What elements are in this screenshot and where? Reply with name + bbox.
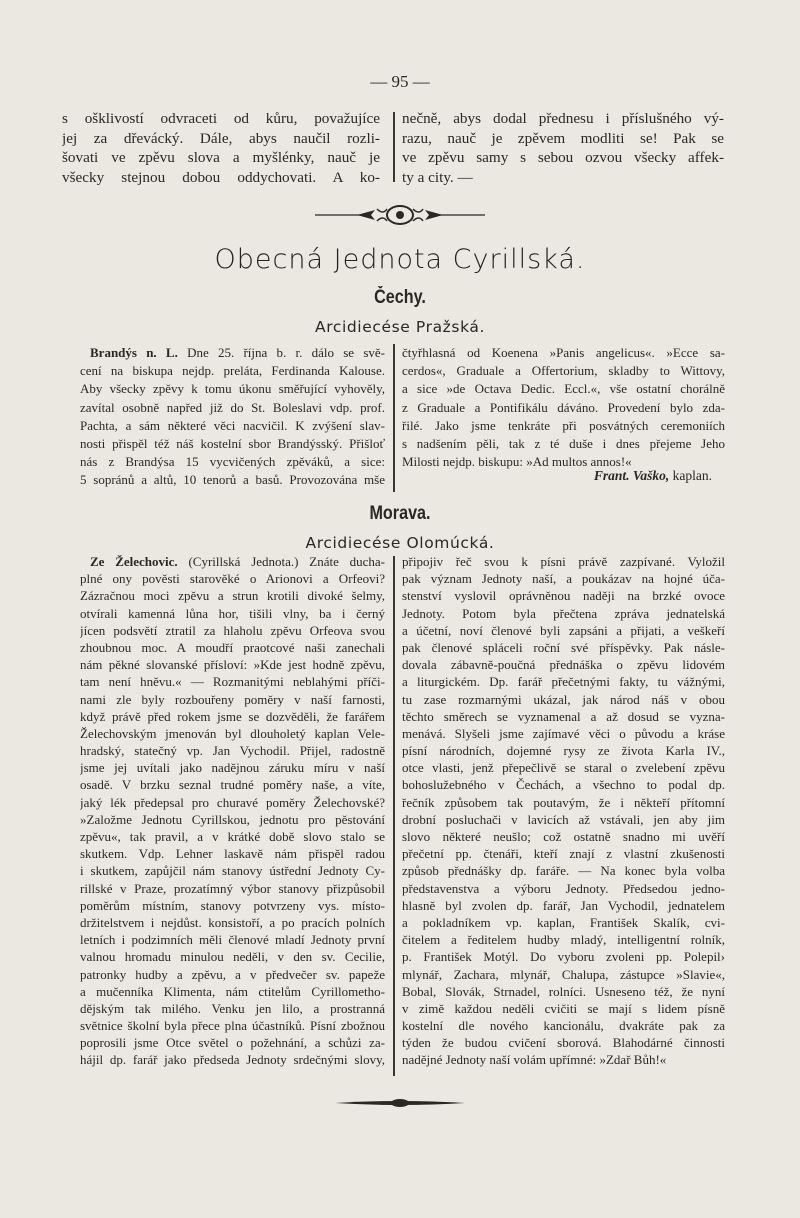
morava-right-column: [402, 553, 725, 1069]
text-line: [402, 845, 725, 862]
line-text: zhoubnou moc. A moudří praotcové naši zanechali: [80, 639, 385, 655]
text-line: [402, 622, 725, 639]
text-line: [80, 708, 385, 725]
text-line: [402, 1034, 725, 1051]
text-line: [402, 417, 725, 435]
line-text: řilé. Jako jsme tenkráte při posvátných ceremoniích: [402, 417, 725, 433]
line-text: nás z Brandýsa 15 vycvičených zpěváků, a sice:: [80, 454, 385, 470]
text-line: [80, 1051, 385, 1068]
line-text: Aby všecky zpěvy k tomu úkonu směřující vyhověly,: [80, 381, 385, 397]
text-line: [80, 553, 385, 570]
line-text: Zázračnou moci zpěvu a strun krotili divoké šelmy,: [80, 588, 385, 604]
line-text: čtyřhlasná od Koenena »Panis angelicus«. »Ecce sa-: [402, 345, 725, 360]
column-divider: [393, 344, 395, 492]
line-text: otvírali kamenná lůna hor, tišili vlny, ba i černý: [80, 605, 385, 621]
intro-left-column: [62, 109, 380, 187]
line-text: hájil dp. farář jako předseda Jednoty srdečnými slovy,: [80, 1052, 385, 1068]
line-text: a mučenníka Klimenta, nám ctitelům Cyrillometho-: [80, 983, 385, 999]
line-text: patronky hudby a zpěvu, a v předvečer sv. papeže: [80, 966, 385, 982]
page-number: — 95 —: [370, 72, 430, 91]
line-text: bohoslužebného v Čechách, a všechno to podal dp.: [402, 777, 725, 793]
line-text: tam není hněvu.« — Rozmanitými neblahými příči-: [80, 674, 385, 690]
end-ornament: [0, 1096, 800, 1115]
line-text: řečník způsobem tak poutavým, že i někteří přítomní: [402, 794, 725, 810]
text-line: [80, 417, 385, 435]
line-text: držitelstvem i nejdůst. konsistoří, a po pracích polních: [80, 914, 385, 930]
line-text: Milosti nejdp. biskupu: »Ad multos annos!«: [402, 454, 632, 470]
line-text: rillské v Praze, prozatímný výbor stanovy přizpůsobil: [80, 880, 385, 896]
text-line: [80, 344, 385, 362]
cechy-right-column: [402, 344, 725, 471]
line-text: Bobal, Slovák, Strnadel, rolníci. Usneseno též, že nyní: [402, 983, 725, 999]
text-line: [80, 639, 385, 656]
text-line: [402, 691, 725, 708]
line-text: dovala zábavně-poučná přednáška o zpěvu lidovém: [402, 657, 725, 673]
text-line: [402, 880, 725, 897]
line-text: nám pěkné slovanské přísloví: »Kde jest hodně zpěvu,: [80, 657, 385, 673]
text-line: [80, 453, 385, 471]
line-text: Želechovským jmenován byl dlouholetý kaplan Vele-: [80, 725, 385, 741]
text-line: [80, 828, 385, 845]
subheading-arcidiecese-olomucka: Arcidiecése Olomúcká.: [305, 534, 495, 552]
text-line: [62, 109, 380, 129]
text-line: [62, 168, 380, 188]
text-line: [80, 742, 385, 759]
text-line: [80, 362, 385, 380]
line-text: Pachta, a sám některé věci nacvičil. K zvýšení slav-: [80, 417, 385, 433]
text-line: [402, 983, 725, 1000]
line-text: nami zle byly rozbouřeny poměry v naší farnosti,: [80, 691, 385, 707]
cechy-left-column: [80, 344, 385, 490]
line-text: osadě. V brzku seznal trudné poměry naše, a víte,: [80, 777, 385, 793]
line-text: s nadšením pěli, tak z té duše i dnes přejeme Jeho: [402, 435, 725, 451]
text-line: [402, 966, 725, 983]
line-text: 5 sopránů a altů, 10 tenorů a basů. Provozována mše: [80, 472, 385, 488]
column-divider: [393, 112, 395, 182]
line-text: když právě před rokem jsme se dozvěděli, že farářem: [80, 708, 385, 724]
text-line: [402, 639, 725, 656]
line-text: Dne 25. října b. r. dálo se svě-: [177, 345, 385, 360]
text-line: [402, 399, 725, 417]
line-text: připojiv řeč svou k písni právě zazpívané. Vyložil: [402, 554, 725, 569]
line-text: zavítal osobně napřed již do St. Boleslavi vdp. prof.: [80, 399, 385, 415]
text-line: [402, 1017, 725, 1034]
paragraph-lead: Brandýs n. L.: [90, 345, 178, 360]
text-line: [80, 948, 385, 965]
line-text: písní národních, dojemné rysy ze života Karla IV.,: [402, 743, 725, 759]
line-text: cerdos«, Graduale a Offertorium, skladby to Wittovy,: [402, 363, 725, 379]
line-text: ty a city. —: [402, 168, 473, 186]
line-text: mlynář, Zachara, mlynář, Chalupa, zástupce »Slavie«,: [402, 966, 725, 982]
text-line: [402, 435, 725, 453]
line-text: i skutkem, zapůjčil nám stanovy ústřední Jednoty Cy-: [80, 863, 385, 879]
line-text: jsme jej uvítali jako nadějnou záruku míru v naší: [80, 760, 385, 776]
text-line: [402, 673, 725, 690]
text-line: [62, 148, 380, 168]
text-line: [80, 983, 385, 1000]
text-line: [402, 948, 725, 965]
text-line: [402, 742, 725, 759]
line-text: a liturgickém. Dp. farář přečetnými fakty, tu vážnými,: [402, 674, 725, 690]
line-text: a sice »de Octava Dedic. Eccl.«, vše ostatní chorálně: [402, 381, 725, 397]
line-text: razu, nauč je zpěvem modliti se! Pak se: [402, 129, 724, 147]
heading-morava: Morava.: [369, 503, 431, 524]
text-line: [80, 794, 385, 811]
text-line: [80, 725, 385, 742]
text-line: [80, 1034, 385, 1051]
signature-name: Frant. Vaško,: [593, 468, 670, 483]
line-text: »Založme Jednotu Cyrillskou, jednotu pro pěstování: [80, 811, 385, 827]
line-text: letních i podzimních měli členové mladí Jednoty první: [80, 932, 385, 948]
line-text: hradský, statečný vp. Jan Vychodil. Přijel, radostně: [80, 743, 385, 759]
line-text: s ošklivostí odvraceti od kůru, považujíce: [62, 110, 380, 127]
line-text: nadějné Jednoty naší volám upřímné: »Zdař Bůh!«: [402, 1052, 667, 1068]
text-line: [402, 776, 725, 793]
text-line: [80, 435, 385, 453]
line-text: menává. Slyšeli jsme zajímavé věci o původu a kráse: [402, 725, 725, 741]
text-line: [62, 129, 380, 149]
text-line: [402, 344, 725, 362]
heading-cechy: Čechy.: [374, 287, 426, 308]
line-text: poprosili jsme Otce světel o požehnání, a schůzi za-: [80, 1035, 385, 1051]
text-line: [80, 605, 385, 622]
line-text: pak členové spláceli roční své příspěvky. Pak násle-: [402, 639, 725, 655]
text-line: [402, 168, 724, 188]
text-line: [402, 109, 724, 129]
signature-title: kaplan.: [669, 468, 712, 483]
line-text: nosti přispěl též náš kostelní sbor Brandýsský. Přišloť: [80, 435, 385, 451]
column-divider: [393, 556, 395, 1076]
text-line: [80, 862, 385, 879]
line-text: způsob přednášky dp. faráře. — Na konec byla volba: [402, 863, 725, 879]
text-line: [402, 828, 725, 845]
text-line: [402, 725, 725, 742]
line-text: těchto směrech se vyznamenal a až dosud se vyzna-: [402, 708, 725, 724]
text-line: [402, 605, 725, 622]
text-line: [402, 570, 725, 587]
text-line: [402, 708, 725, 725]
line-text: tu zase rozmarnými ukázal, jak národ náš v obou: [402, 691, 725, 707]
line-text: šovati ve zpěvu slova a myšlénky, nauč je: [62, 149, 380, 166]
line-text: jaký lék předepsal pro churavé poměry Želechovské?: [80, 794, 385, 810]
line-text: jícen podsvětí ztratil za hlaholu zpěvu Orfeova svou: [80, 622, 385, 638]
text-line: [80, 471, 385, 489]
line-text: dějským tak milého. Venku jen lilo, a prostranná: [80, 1000, 385, 1016]
line-text: a pokladníkem vp. kaplan, František Skalík, cvi-: [402, 914, 725, 930]
text-line: [80, 656, 385, 673]
text-line: [402, 1000, 725, 1017]
text-line: [80, 691, 385, 708]
text-line: [80, 914, 385, 931]
line-text: kostelní dle nového kancionálu, dvakráte pak za: [402, 1018, 725, 1034]
text-line: [80, 759, 385, 776]
line-text: světnice školní byla přece plna účastníků. Písní zbožnou: [80, 1018, 385, 1034]
text-line: [80, 897, 385, 914]
line-text: všecky stejnou dobou oddychovati. A ko-: [62, 168, 380, 186]
text-line: [80, 1017, 385, 1034]
text-line: [402, 362, 725, 380]
signature: [402, 468, 712, 484]
text-line: [80, 1000, 385, 1017]
line-text: zpěvu«, tak pravil, a v krátké době slovo stalo se: [80, 829, 385, 844]
text-line: [402, 129, 724, 149]
line-text: v zimě každou neděli cvičiti se mají s lidem písně: [402, 1000, 725, 1016]
text-line: [80, 380, 385, 398]
morava-left-column: [80, 553, 385, 1069]
line-text: z Graduale a Pontifikálu dáváno. Provedení bylo zda-: [402, 399, 725, 415]
line-text: představenstva a výboru Jednoty. Předsedou jedno-: [402, 880, 725, 896]
line-text: (Cyrillská Jednota.) Znáte ducha-: [177, 554, 385, 569]
text-line: [402, 811, 725, 828]
text-line: [80, 966, 385, 983]
line-text: a účetní, noví členové byli zapsáni a přijati, a veškeří: [402, 622, 725, 638]
line-text: pak význam Jednoty naší, a poukázav na hojné úča-: [402, 571, 725, 587]
text-line: [402, 794, 725, 811]
text-line: [80, 622, 385, 639]
text-line: [80, 931, 385, 948]
line-text: jej za dřevácký. Dále, abys naučil rozli-: [62, 129, 380, 147]
line-text: valnou hromadu minulou neděli, v den sv. Cecilie,: [80, 949, 385, 965]
text-line: [80, 811, 385, 828]
line-text: Jednoty. Potom byla přečtena zpráva jednatelská: [402, 605, 725, 621]
text-line: [402, 553, 725, 570]
text-line: [402, 1051, 725, 1068]
line-text: čitelem a ředitelem hudby mladý, intelligentní rolník,: [402, 932, 725, 948]
text-line: [80, 587, 385, 604]
line-text: poměrům místním, stanovy potvrzeny vys. místo-: [80, 897, 385, 913]
subheading-arcidiecese-prazska: Arcidiecése Pražská.: [314, 318, 486, 336]
text-line: [402, 931, 725, 948]
line-text: nečně, abys dodal přednesu i příslušného vý-: [402, 110, 724, 127]
text-line: [402, 862, 725, 879]
line-text: ve zpěvu samy s sebou ozvou všecky affek-: [402, 149, 724, 166]
text-line: [402, 656, 725, 673]
line-text: slovo některé neušlo; což ostatně snadno mi uvěří: [402, 829, 725, 844]
text-line: [402, 380, 725, 398]
intro-right-column: [402, 109, 724, 187]
line-text: p. František Motýl. Do vyboru zvoleni pp. Polepil›: [402, 949, 725, 965]
line-text: hlasně byl zvolen dp. farář, Jan Vychodil, jednatelem: [402, 897, 725, 913]
text-line: [80, 880, 385, 897]
line-text: drobní posluchači v lavicích až vstávali, jen aby jim: [402, 811, 725, 827]
text-line: [402, 897, 725, 914]
text-line: [80, 776, 385, 793]
paragraph-lead: Ze Želechovic.: [90, 554, 178, 569]
section-title: Obecná Jednota Cyrillská.: [214, 244, 586, 275]
text-line: [402, 759, 725, 776]
ornament-divider: [0, 204, 800, 231]
line-text: přečetní pp. čtenáři, kteří znají z vlastní zkušenosti: [402, 846, 725, 862]
line-text: cení na biskupa nejdp. preláta, Ferdinanda Kalouse.: [80, 363, 385, 379]
text-line: [80, 673, 385, 690]
text-line: [80, 570, 385, 587]
text-line: [80, 845, 385, 862]
text-line: [402, 148, 724, 168]
text-line: [80, 399, 385, 417]
line-text: týden že budou cvičení sborová. Blahodárné činnosti: [402, 1035, 725, 1051]
line-text: skutkem. Vdp. Lehner laskavě nám přispěl radou: [80, 846, 385, 862]
text-line: [402, 587, 725, 604]
line-text: stenství vyslovil oprávněnou naději na brzké ovoce: [402, 588, 725, 604]
line-text: plné ony pověsti starověké o Arionovi a Orfeovi?: [80, 571, 385, 587]
line-text: otce vlasti, jenž přepečlivě se staral o zvelebení zpěvu: [402, 760, 725, 776]
text-line: [402, 914, 725, 931]
